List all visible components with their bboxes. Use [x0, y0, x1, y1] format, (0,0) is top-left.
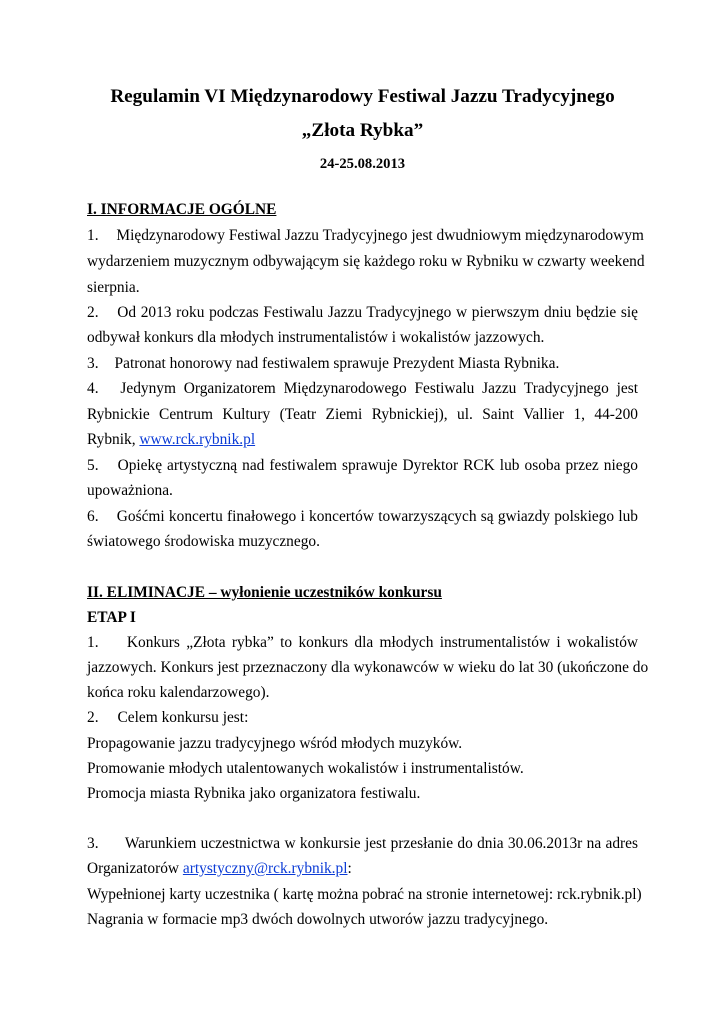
list-item-2-line-1: 2. Od 2013 roku podczas Festiwalu Jazzu Tradycyjnego w pierwszym dniu będzie się: [87, 304, 638, 321]
list-number: 5.: [87, 457, 99, 474]
goal-2: Promowanie młodych utalentowanych wokalistów i instrumentalistów.: [87, 760, 524, 777]
festival-date: 24-25.08.2013: [319, 156, 406, 172]
document-title: Regulamin VI Międzynarodowy Festiwal Jazzu Tradycyjnego: [110, 86, 615, 107]
contest-item-3-line-1: 3. Warunkiem uczestnictwa w konkursie jest przesłanie do dnia 30.06.2013r na adres: [87, 835, 638, 852]
list-number: 2.: [87, 304, 99, 321]
list-item-1-line-1: 1. Międzynarodowy Festiwal Jazzu Tradycyjnego jest dwudniowym międzynarodowym: [87, 227, 644, 244]
requirement-2: Nagrania w formacie mp3 dwóch dowolnych utworów jazzu tradycyjnego.: [87, 911, 549, 928]
section-heading-general-info: I. INFORMACJE OGÓLNE: [87, 201, 277, 218]
festival-name: „Złota Rybka”: [301, 120, 424, 141]
list-item-5-line-1: 5. Opiekę artystyczną nad festiwalem sprawuje Dyrektor RCK lub osoba przez niego: [87, 457, 638, 474]
contest-item-1-line-1: 1. Konkurs „Złota rybka” to konkurs dla młodych instrumentalistów i wokalistów: [87, 634, 638, 651]
requirement-1: Wypełnionej karty uczestnika ( kartę można pobrać na stronie internetowej: rck.rybnik.pl): [87, 886, 642, 903]
contest-item-2: 2. Celem konkursu jest:: [87, 709, 249, 726]
list-item-1-line-2: wydarzeniem muzycznym odbywającym się każdego roku w Rybniku w czwarty weekend: [87, 253, 645, 270]
email-link[interactable]: artystyczny@rck.rybnik.pl: [182, 860, 348, 877]
list-number: 3.: [87, 835, 99, 852]
list-item-4-line-3: Rybnik, www.rck.rybnik.pl: [87, 431, 256, 448]
stage-heading: ETAP I: [87, 609, 136, 626]
contest-item-3-line-2: Organizatorów artystyczny@rck.rybnik.pl:: [87, 860, 352, 877]
list-number: 2.: [87, 709, 99, 726]
list-number: 3.: [87, 355, 99, 372]
list-item-4-line-2: Rybnickie Centrum Kultury (Teatr Ziemi Rybnickiej), ul. Saint Vallier 1, 44-200: [87, 406, 638, 423]
list-item-6-line-2: światowego środowiska muzycznego.: [87, 533, 320, 550]
list-item-2-line-2: odbywał konkurs dla młodych instrumentalistów i wokalistów jazzowych.: [87, 329, 545, 346]
list-number: 6.: [87, 508, 99, 525]
list-item-6-line-1: 6. Gośćmi koncertu finałowego i koncertów towarzyszących są gwiazdy polskiego lub: [87, 508, 638, 525]
list-number: 1.: [87, 634, 99, 651]
section-heading-eliminations: II. ELIMINACJE – wyłonienie uczestników konkursu: [87, 584, 442, 601]
contest-item-1-line-3: końca roku kalendarzowego).: [87, 684, 270, 701]
contest-item-1-line-2: jazzowych. Konkurs jest przeznaczony dla wykonawców w wieku do lat 30 (ukończone do: [87, 659, 649, 676]
list-number: 1.: [87, 227, 99, 244]
list-item-1-line-3: sierpnia.: [87, 279, 140, 296]
list-item-4-line-1: 4. Jedynym Organizatorem Międzynarodowego Festiwalu Jazzu Tradycyjnego jest: [87, 380, 638, 397]
website-link[interactable]: www.rck.rybnik.pl: [139, 431, 256, 448]
goal-3: Promocja miasta Rybnika jako organizatora festiwalu.: [87, 785, 421, 802]
list-item-3: 3. Patronat honorowy nad festiwalem sprawuje Prezydent Miasta Rybnika.: [87, 355, 560, 372]
list-item-5-line-2: upoważniona.: [87, 482, 173, 499]
list-number: 4.: [87, 380, 99, 397]
goal-1: Propagowanie jazzu tradycyjnego wśród młodych muzyków.: [87, 735, 463, 752]
